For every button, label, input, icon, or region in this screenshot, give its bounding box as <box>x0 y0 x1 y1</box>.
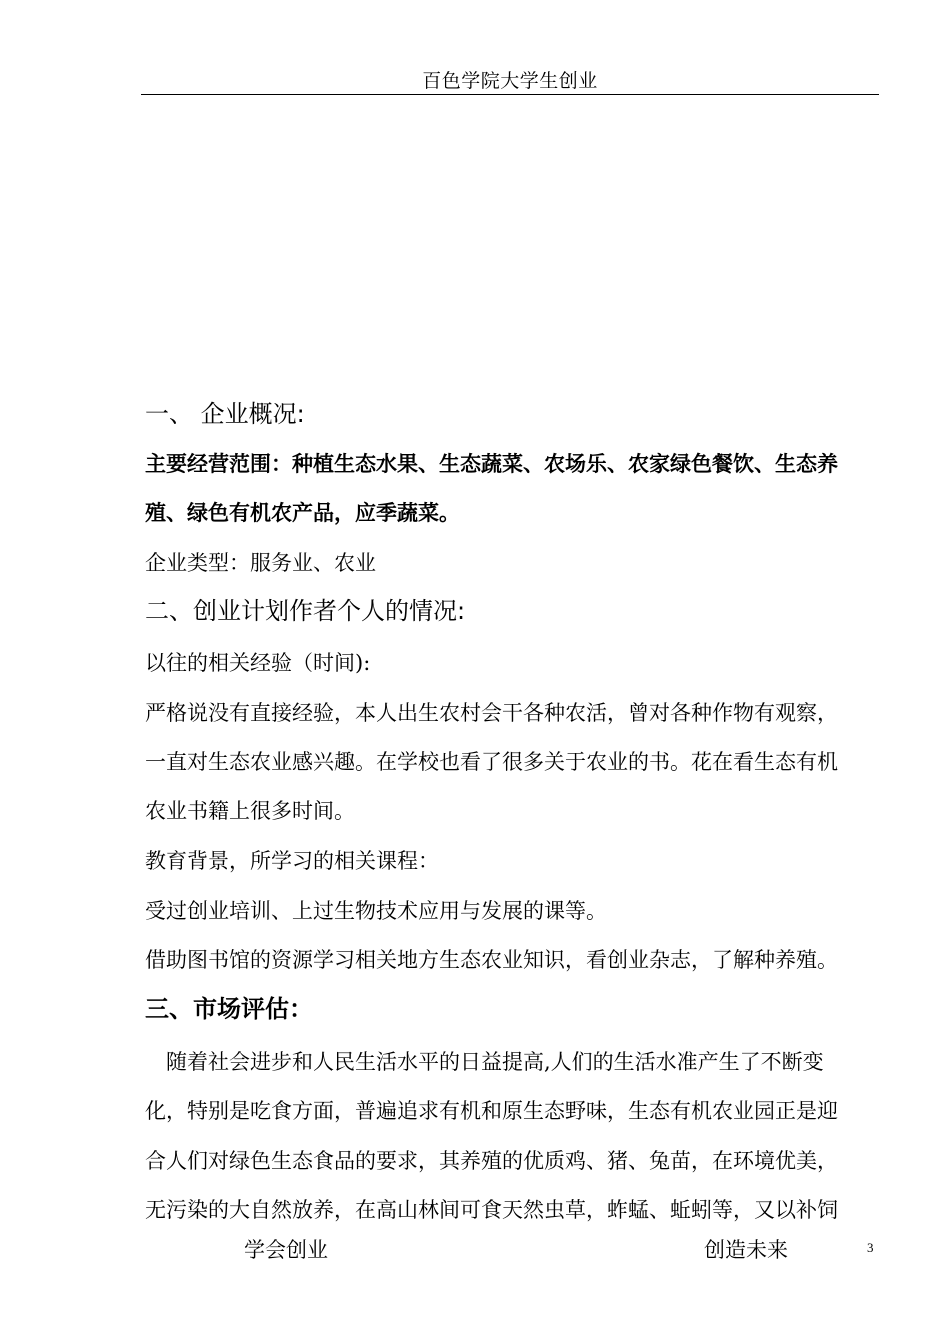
education-label: 教育背景，所学习的相关课程： <box>145 849 439 873</box>
section1-heading: 一、 企业概况: <box>145 400 305 428</box>
experience-line3: 农业书籍上很多时间。 <box>145 799 355 823</box>
market-paragraph-line2: 化，特别是吃食方面，普遍追求有机和原生态野味，生态有机农业园正是迎 <box>145 1099 838 1123</box>
business-scope-line2: 殖、绿色有机农产品，应季蔬菜。 <box>145 501 460 525</box>
page-header-title: 百色学院大学生创业 <box>422 70 598 92</box>
market-paragraph-line1: 随着社会进步和人民生活水平的日益提高,人们的生活水准产生了不断变 <box>145 1050 824 1074</box>
experience-line2: 一直对生态农业感兴趣。在学校也看了很多关于农业的书。花在看生态有机 <box>145 750 838 774</box>
footer-slogan-left: 学会创业 <box>244 1238 328 1262</box>
section2-heading: 二、创业计划作者个人的情况: <box>145 597 466 625</box>
education-line2: 借助图书馆的资源学习相关地方生态农业知识，看创业杂志，了解种养殖。 <box>145 948 838 972</box>
experience-line1: 严格说没有直接经验，本人出生农村会干各种农活，曾对各种作物有观察， <box>145 701 838 725</box>
footer-slogan-right: 创造未来 <box>704 1238 788 1262</box>
page-number: 3 <box>867 1240 874 1255</box>
section3-heading: 三、市场评估： <box>145 995 313 1023</box>
market-paragraph-line4: 无污染的大自然放养，在高山林间可食天然虫草，蚱蜢、蚯蚓等，又以补饲 <box>145 1198 838 1222</box>
business-scope-line1: 主要经营范围：种植生态水果、生态蔬菜、农场乐、农家绿色餐饮、生态养 <box>145 452 838 476</box>
experience-label: 以往的相关经验（时间): <box>145 651 371 675</box>
business-type: 企业类型：服务业、农业 <box>145 551 376 575</box>
education-line1: 受过创业培训、上过生物技术应用与发展的课等。 <box>145 899 607 923</box>
market-paragraph-line3: 合人们对绿色生态食品的要求，其养殖的优质鸡、猪、兔苗，在环境优美， <box>145 1149 838 1173</box>
header-divider <box>141 94 879 95</box>
